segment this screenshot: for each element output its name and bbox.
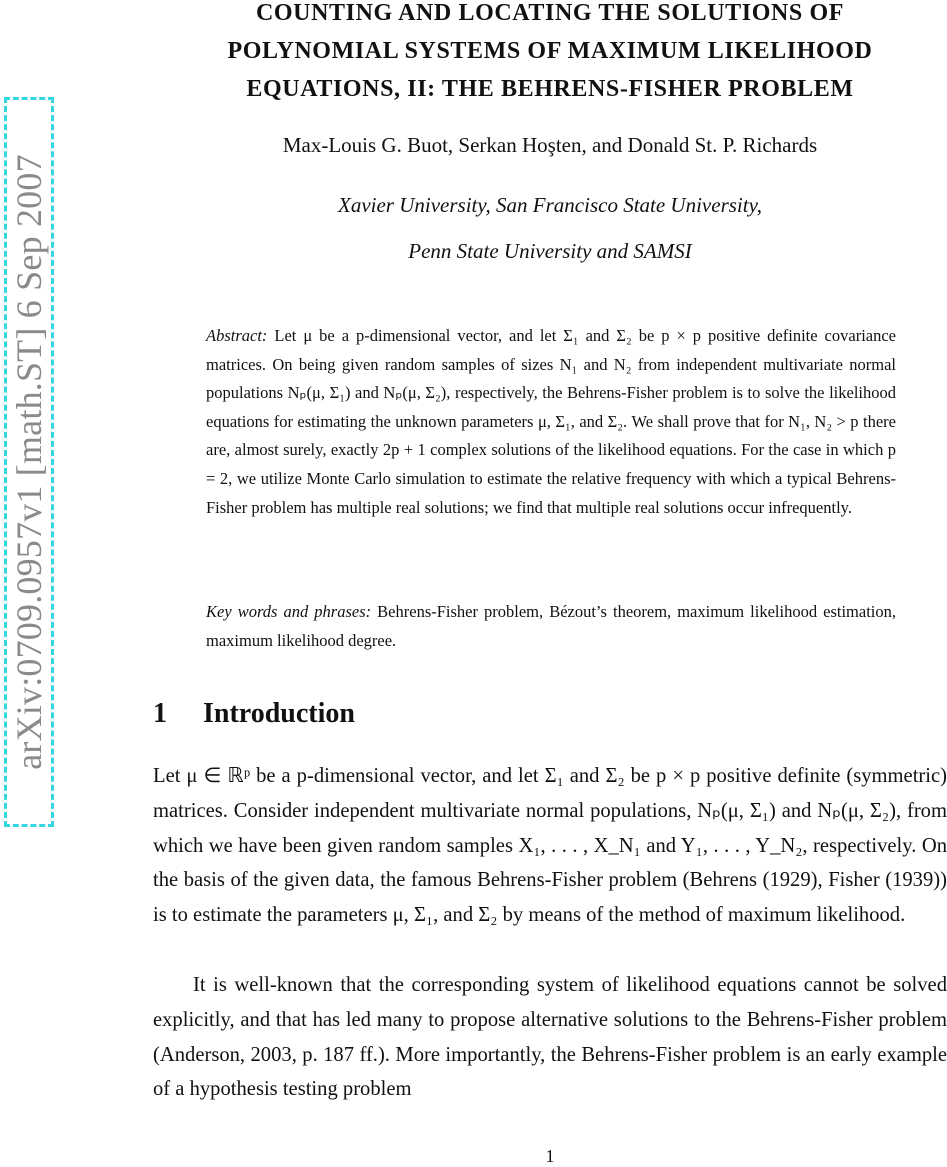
affiliation-line-1: Xavier University, San Francisco State University, [338, 193, 762, 217]
section-heading [153, 698, 355, 730]
abstract-label: Abstract: [206, 326, 268, 345]
affiliation-line-2: Penn State University and SAMSI [408, 239, 692, 263]
intro-paragraph-1: Let μ ∈ ℝᵖ be a p-dimensional vector, and let Σ₁ and Σ₂ be p × p positive definite (symmetric) matrices. Consider independent multivariate normal populations, Nₚ(μ, Σ₁) and Nₚ(μ, Σ₂), from which we have been given random samples X₁, . . . , X_N₁ and Y₁, . . . , Y_N₂, respectively. On the basis of the given data, the famous Behrens-Fisher problem (Behrens (1929), Fisher (1939)) is to estimate the parameters μ, Σ₁, and Σ₂ by means of the method of maximum likelihood. [153, 765, 947, 927]
title-line-2: POLYNOMIAL SYSTEMS OF MAXIMUM LIKELIHOOD [227, 38, 873, 64]
keywords-label: Key words and phrases: [206, 602, 372, 621]
intro-paragraph-2: It is well-known that the corresponding system of likelihood equations cannot be solved explicitly, and that has led many to propose alternative solutions to the Behrens-Fisher problem (Anderson, 2003, p. 187 ff.). More importantly, the Behrens-Fisher problem is an early example of a hypothesis testing problem [153, 974, 947, 1101]
section-number: 1 [153, 698, 167, 729]
keywords-text: Behrens-Fisher problem, Bézout’s theorem, maximum likelihood estimation, maximum likelihood degree. [206, 602, 896, 650]
abstract [206, 322, 896, 522]
section-title: Introduction [203, 698, 355, 729]
arxiv-stamp [4, 97, 54, 827]
title-line-1: COUNTING AND LOCATING THE SOLUTIONS OF [255, 0, 845, 26]
page-number: 1 [545, 1146, 555, 1166]
paper-title [150, 0, 947, 108]
keywords [206, 598, 896, 655]
authors: Max-Louis G. Buot, Serkan Hoşten, and Donald St. P. Richards [282, 133, 818, 157]
abstract-text: Let μ be a p-dimensional vector, and let Σ₁ and Σ₂ be p × p positive definite covariance matrices. On being given random samples of sizes N₁ and N₂ from independent multivariate normal populations Nₚ(μ, Σ₁) and Nₚ(μ, Σ₂), respectively, the Behrens-Fisher problem is to solve the likelihood equations for estimating the unknown parameters μ, Σ₁, and Σ₂. We shall prove that for N₁, N₂ > p there are, almost surely, exactly 2p + 1 complex solutions of the likelihood equations. For the case in which p = 2, we utilize Monte Carlo simulation to estimate the relative frequency with which a typical Behrens-Fisher problem has multiple real solutions; we find that multiple real solutions occur infrequently. [206, 326, 896, 517]
arxiv-stamp-text: arXiv:0709.0957v1 [math.ST] 6 Sep 2007 [9, 154, 49, 770]
title-line-3: EQUATIONS, II: THE BEHRENS-FISHER PROBLEM [246, 76, 854, 102]
